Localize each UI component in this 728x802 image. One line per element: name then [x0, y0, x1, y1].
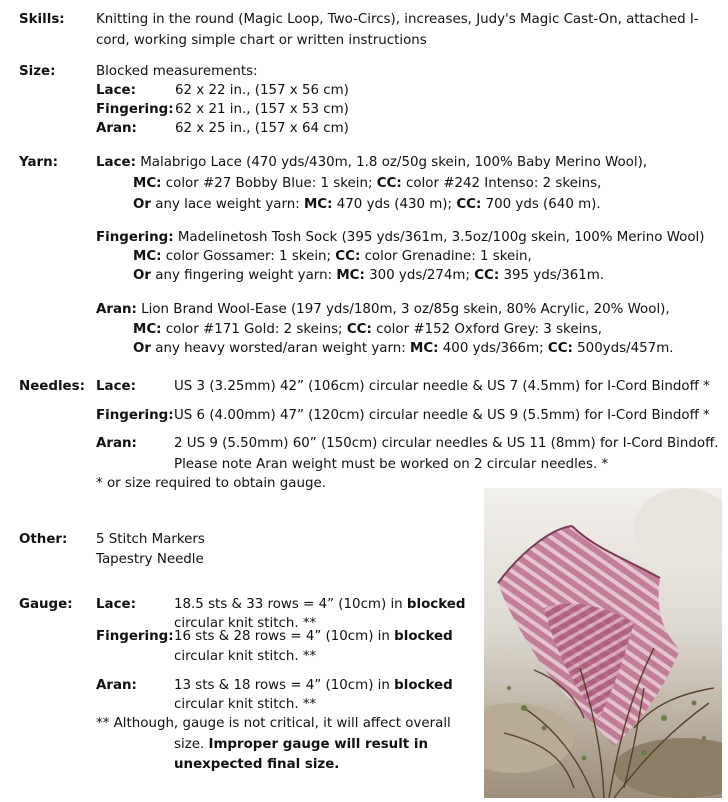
size-aran-value: 62 x 25 in., (157 x 64 cm): [175, 121, 349, 136]
gauge-note-line-3: unexpected final size.: [174, 757, 340, 772]
yarn-lace-cc-label: CC:: [376, 176, 402, 191]
yarn-aran-cc-text: color #152 Oxford Grey: 3 skeins,: [371, 322, 603, 337]
needles-lace-text: US 3 (3.25mm) 42” (106cm) circular needle & US 7 (4.5mm) for I-Cord Bindoff *: [174, 379, 710, 394]
yarn-fingering-line-3: [133, 265, 604, 286]
yarn-lace-mc-text: color #27 Bobby Blue: 1 skein;: [161, 176, 377, 191]
yarn-fingering-or-label: Or: [133, 268, 151, 283]
gauge-fingering-line-2: circular knit stitch. **: [174, 649, 317, 664]
yarn-lace-or-cc: CC:: [456, 197, 482, 212]
gauge-label: Gauge:: [19, 597, 73, 612]
gauge-fingering-blocked: blocked: [394, 629, 453, 644]
gauge-aran-text: 13 sts & 18 rows = 4” (10cm) in: [174, 678, 395, 693]
yarn-lace-cc-text: color #242 Intenso: 2 skeins,: [401, 176, 602, 191]
yarn-aran-desc: Lion Brand Wool-Ease (197 yds/180m, 3 oz/85g skein, 80% Acrylic, 20% Wool),: [136, 302, 670, 317]
shawl-photo-illustration: [484, 488, 722, 798]
yarn-fingering-line-1: [96, 227, 704, 248]
yarn-lace-or-cc-text: 700 yds (640 m).: [481, 197, 601, 212]
yarn-label: Yarn:: [19, 155, 58, 170]
gauge-note-line-1: ** Although, gauge is not critical, it will affect overall: [96, 716, 451, 731]
needles-fingering-text: US 6 (4.00mm) 47” (120cm) circular needle & US 9 (5.5mm) for I-Cord Bindoff *: [174, 408, 710, 423]
gauge-note-line-2: [174, 734, 428, 755]
gauge-fingering-line-1: [174, 626, 453, 647]
gauge-aran-head: Aran:: [96, 678, 137, 693]
yarn-fingering-cc-text: color Grenadine: 1 skein,: [360, 249, 532, 264]
yarn-fingering-or-cc-text: 395 yds/361m.: [499, 268, 605, 283]
skills-label: Skills:: [19, 12, 65, 27]
yarn-fingering-desc: Madelinetosh Tosh Sock (395 yds/361m, 3.5oz/100g skein, 100% Merino Wool): [173, 230, 705, 245]
gauge-aran-blocked: blocked: [394, 678, 453, 693]
yarn-aran-line-1: [96, 299, 670, 320]
skills-line-2: cord, working simple chart or written instructions: [96, 33, 427, 48]
yarn-lace-or-mc: MC:: [303, 197, 333, 212]
other-item-tapestry-needle: Tapestry Needle: [96, 552, 204, 567]
needles-label: Needles:: [19, 379, 85, 394]
yarn-lace-line-1: [96, 152, 647, 173]
size-aran-label: Aran:: [96, 121, 137, 136]
yarn-lace-or-text: any lace weight yarn:: [151, 197, 304, 212]
needles-aran-text-2: Please note Aran weight must be worked on 2 circular needles. *: [174, 457, 609, 472]
yarn-fingering-mc-text: color Gossamer: 1 skein;: [161, 249, 336, 264]
gauge-aran-line-1: [174, 675, 453, 696]
size-lace-label: Lace:: [96, 83, 136, 98]
yarn-aran-or-text: any heavy worsted/aran weight yarn:: [151, 341, 411, 356]
yarn-lace-or-label: Or: [133, 197, 151, 212]
yarn-aran-or-cc-text: 500yds/457m.: [572, 341, 674, 356]
yarn-aran-or-label: Or: [133, 341, 151, 356]
gauge-lace-blocked: blocked: [406, 597, 466, 612]
size-fingering-label: Fingering:: [96, 102, 174, 117]
yarn-aran-or-cc: CC:: [547, 341, 573, 356]
needles-aran-head: Aran:: [96, 436, 137, 451]
yarn-aran-line-3: [133, 338, 674, 359]
gauge-note-size: size.: [174, 737, 209, 752]
needles-lace-head: Lace:: [96, 379, 136, 394]
gauge-fingering-head: Fingering:: [96, 629, 174, 644]
yarn-fingering-mc-label: MC:: [133, 249, 162, 264]
yarn-lace-mc-label: MC:: [133, 176, 162, 191]
size-intro: Blocked measurements:: [96, 64, 258, 79]
yarn-lace-head: Lace:: [96, 155, 136, 170]
skills-line-1: Knitting in the round (Magic Loop, Two-Circs), increases, Judy's Magic Cast-On, attached I-: [96, 12, 699, 27]
needles-footnote: * or size required to obtain gauge.: [96, 476, 326, 491]
shawl-photo: [484, 488, 722, 798]
other-label: Other:: [19, 532, 68, 547]
yarn-fingering-head: Fingering:: [96, 230, 174, 245]
yarn-fingering-line-2: [133, 246, 532, 267]
yarn-aran-cc-label: CC:: [346, 322, 372, 337]
needles-fingering-head: Fingering:: [96, 408, 174, 423]
yarn-aran-or-mc-text: 400 yds/366m;: [438, 341, 548, 356]
size-label: Size:: [19, 64, 56, 79]
yarn-aran-mc-label: MC:: [133, 322, 162, 337]
other-item-stitch-markers: 5 Stitch Markers: [96, 532, 205, 547]
gauge-lace-line-1: [174, 594, 465, 615]
gauge-lace-head: Lace:: [96, 597, 136, 612]
yarn-lace-desc: Malabrigo Lace (470 yds/430m, 1.8 oz/50g skein, 100% Baby Merino Wool),: [135, 155, 648, 170]
needles-aran-text-1: 2 US 9 (5.50mm) 60” (150cm) circular needles & US 11 (8mm) for I-Cord Bindoff.: [174, 436, 719, 451]
yarn-aran-line-2: [133, 319, 602, 340]
yarn-lace-line-3: [133, 194, 601, 215]
yarn-fingering-or-text: any fingering weight yarn:: [151, 268, 337, 283]
gauge-lace-line-2: circular knit stitch. **: [174, 616, 317, 631]
yarn-fingering-cc-label: CC:: [335, 249, 361, 264]
gauge-fingering-text: 16 sts & 28 rows = 4” (10cm) in: [174, 629, 395, 644]
yarn-fingering-or-cc: CC:: [474, 268, 500, 283]
gauge-note-warning: Improper gauge will result in: [208, 737, 428, 752]
gauge-lace-text: 18.5 sts & 33 rows = 4” (10cm) in: [174, 597, 407, 612]
yarn-aran-or-mc: MC:: [410, 341, 439, 356]
yarn-aran-mc-text: color #171 Gold: 2 skeins;: [161, 322, 347, 337]
size-lace-value: 62 x 22 in., (157 x 56 cm): [175, 83, 349, 98]
yarn-aran-head: Aran:: [96, 302, 137, 317]
yarn-lace-line-2: [133, 173, 601, 194]
gauge-aran-line-2: circular knit stitch. **: [174, 697, 317, 712]
yarn-fingering-or-mc-text: 300 yds/274m;: [364, 268, 475, 283]
yarn-fingering-or-mc: MC:: [336, 268, 365, 283]
yarn-lace-or-mc-text: 470 yds (430 m);: [332, 197, 457, 212]
size-fingering-value: 62 x 21 in., (157 x 53 cm): [175, 102, 349, 117]
